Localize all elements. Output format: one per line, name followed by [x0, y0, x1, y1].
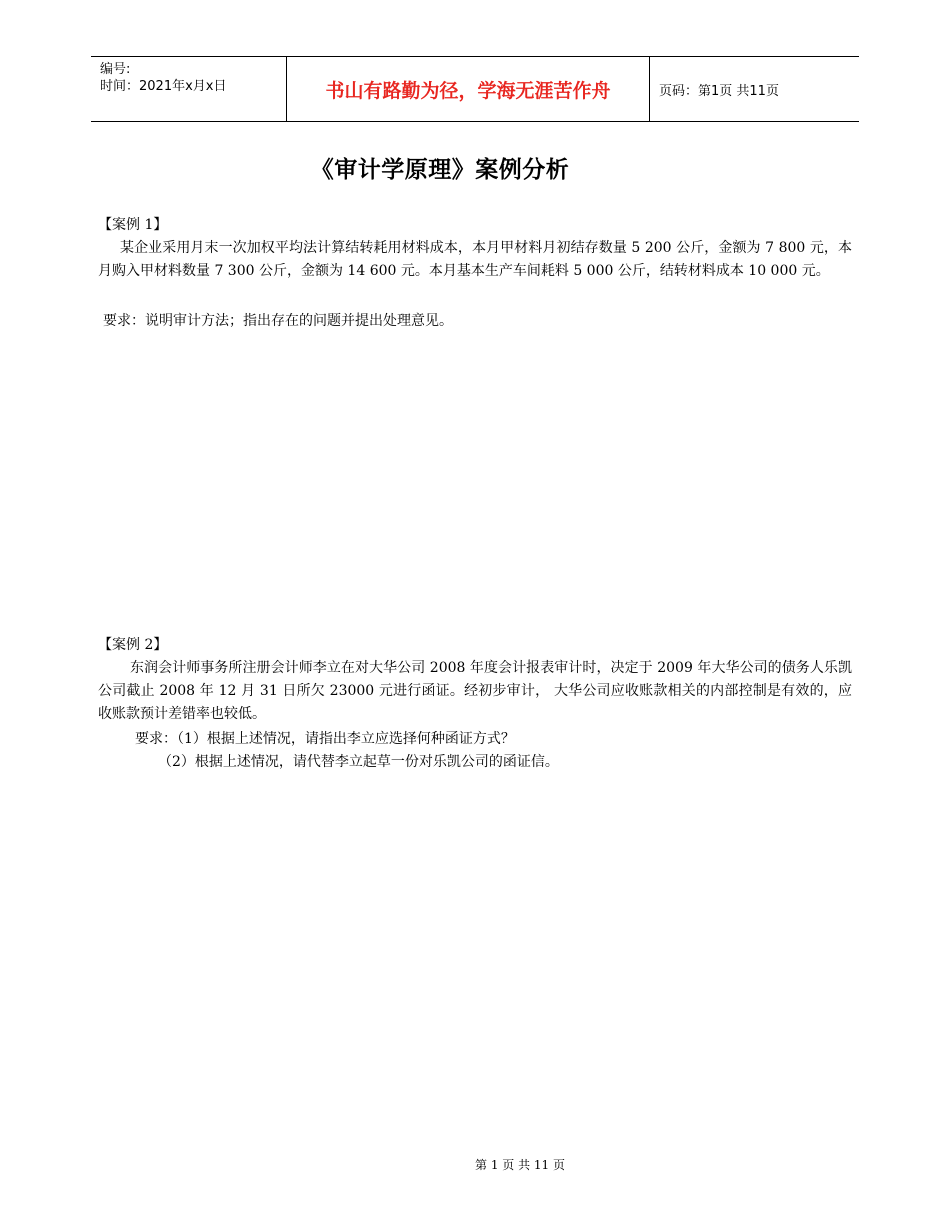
case2-requirement-1: 要求：（1）根据上述情况，请指出李立应选择何种函证方式？: [135, 731, 515, 747]
case1-heading: 【案例 1】: [98, 217, 168, 233]
header-meta-cell: [91, 57, 287, 121]
case2-body: 东润会计师事务所注册会计师李立在对大华公司 2008 年度会计报表审计时，决定于 2009 年大华公司的债务人乐凯公司截止 2008 年 12 月 31 日所欠 23000 元进行函证。经初步审计， 大华公司应收账款相关的内部控制是有效的，应收账款预计差错率也较低。: [98, 660, 852, 722]
number-label: 编号:: [100, 62, 131, 77]
case2-heading: 【案例 2】: [98, 637, 168, 653]
page-footer: 第 1 页 共 11 页: [475, 1158, 565, 1172]
case2-requirement-2: （2）根据上述情况，请代替李立起草一份对乐凯公司的函证信。: [158, 754, 559, 770]
motto-text: 书山有路勤为径，学海无涯苦作舟: [325, 79, 611, 102]
document-title: 《审计学原理》案例分析: [310, 157, 570, 183]
case1-requirement: 要求：说明审计方法；指出存在的问题并提出处理意见。: [103, 313, 453, 329]
time-label: 时间：2021年x月x日: [100, 79, 227, 94]
motto-cell: [287, 57, 650, 121]
header-table: [91, 56, 859, 122]
page-label: 页码：第1页 共11页: [659, 83, 779, 99]
page-info-cell: [650, 57, 859, 121]
case1-body: 某企业采用月末一次加权平均法计算结转耗用材料成本，本月甲材料月初结存数量 5 200 公斤，金额为 7 800 元，本月购入甲材料数量 7 300 公斤，金额为 14 600 元。本月基本生产车间耗料 5 000 公斤，结转材料成本 10 000 元。: [98, 240, 852, 279]
